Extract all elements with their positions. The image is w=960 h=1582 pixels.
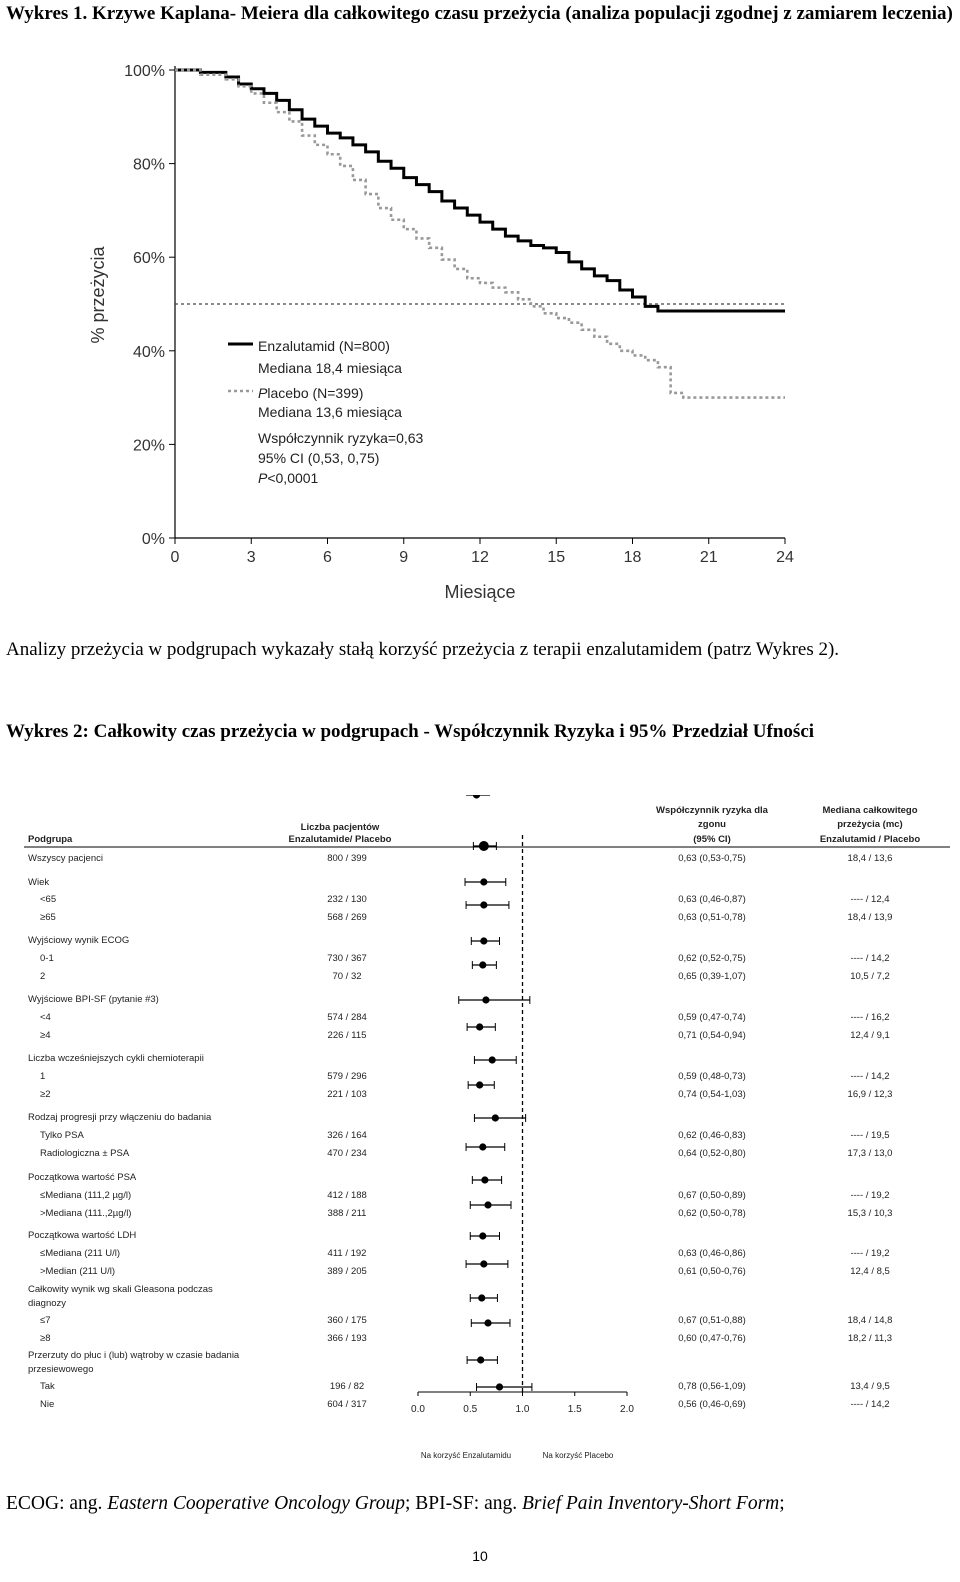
patient-count: 470 / 234 xyxy=(327,1148,367,1159)
km-y-tick-label: 80% xyxy=(132,156,165,174)
median-survival: 18,4 / 14,8 xyxy=(847,1315,893,1326)
km-y-tick-label: 100% xyxy=(124,63,165,80)
favors-enzalutamide-label: Na korzyść Enzalutamidu xyxy=(420,1451,512,1460)
subgroup-label: ≥4 xyxy=(40,1030,51,1041)
km-x-axis-label: Miesiące xyxy=(444,582,516,602)
page-number: 10 xyxy=(472,1548,488,1564)
subgroup-header-row xyxy=(28,877,49,888)
subgroup-row xyxy=(28,853,892,864)
patient-count: 221 / 103 xyxy=(327,1089,367,1100)
subgroup-label: 2 xyxy=(40,971,46,982)
median-survival: ---- / 14,2 xyxy=(850,1071,890,1082)
subgroup-label: Liczba wcześniejszych cykli chemioterapii xyxy=(28,1053,204,1064)
subgroup-label: Wszyscy pacjenci xyxy=(28,853,103,864)
forest-estimate xyxy=(466,1260,508,1268)
subgroup-label: Początkowa wartość LDH xyxy=(28,1230,137,1241)
subgroup-row xyxy=(40,1381,890,1392)
subgroup-header-row xyxy=(28,1112,212,1123)
hazard-ratio-point xyxy=(484,1319,491,1326)
header-patients-line2: Enzalutamide/ Placebo xyxy=(288,834,392,845)
median-survival: ---- / 19,5 xyxy=(850,1130,890,1141)
patient-count: 70 / 32 xyxy=(332,971,362,982)
subgroup-row xyxy=(40,1030,890,1041)
subgroup-header-row xyxy=(28,935,129,946)
forest-estimate xyxy=(472,1176,501,1184)
subgroup-header-row xyxy=(28,1364,93,1375)
subgroup-label: Początkowa wartość PSA xyxy=(28,1172,137,1183)
patient-count: 579 / 296 xyxy=(327,1071,367,1082)
forest-estimate xyxy=(474,1056,516,1064)
hazard-ratio-point xyxy=(480,901,487,908)
km-annotation: 95% CI (0,53, 0,75) xyxy=(258,450,380,466)
hazard-ratio-point xyxy=(476,1081,483,1088)
subgroup-label: Radiologiczna ± PSA xyxy=(40,1148,130,1159)
favors-placebo-label: Na korzyść Placebo xyxy=(542,1451,614,1460)
forest-estimate xyxy=(467,1023,495,1031)
median-survival: ---- / 16,2 xyxy=(850,1012,890,1023)
footnote-part1: ECOG: ang. xyxy=(6,1493,108,1514)
subgroup-header-row xyxy=(28,994,159,1005)
patient-count: 389 / 205 xyxy=(327,1266,367,1277)
footnote xyxy=(6,1492,956,1516)
hazard-ratio-point xyxy=(479,841,489,851)
figure1-title: Wykres 1. Krzywe Kaplana- Meiera dla całkowitego czasu przeżycia (analiza populacji zgodnej z zamiarem leczenia) xyxy=(6,3,953,24)
subgroup-row xyxy=(40,1130,890,1141)
km-x-tick-label: 0 xyxy=(170,549,180,566)
subgroup-row xyxy=(40,953,890,964)
subgroup-header-row xyxy=(28,1230,136,1241)
subgroup-row xyxy=(40,1333,892,1344)
header-subgroup: Podgrupa xyxy=(28,834,73,845)
km-y-tick-label: 40% xyxy=(132,343,165,361)
km-x-tick-label: 3 xyxy=(246,549,256,566)
hazard-ratio-point xyxy=(479,961,486,968)
subgroup-row xyxy=(40,1266,890,1277)
km-annotation: Mediana 13,6 miesiąca xyxy=(258,404,402,420)
hazard-ratio-ci: 0,78 (0,56-1,09) xyxy=(678,1381,746,1392)
subgroup-row xyxy=(40,1208,892,1219)
subgroup-row xyxy=(40,1248,890,1259)
body-paragraph: Analizy przeżycia w podgrupach wykazały stałą korzyść przeżycia z terapii enzalutamidem (patrz Wykres 2). xyxy=(6,639,840,660)
km-y-tick-label: 60% xyxy=(132,250,165,268)
km-x-tick-label: 12 xyxy=(471,549,489,566)
hazard-ratio-point xyxy=(479,1232,486,1239)
header-median-line2: przeżycia (mc) xyxy=(837,819,903,830)
km-x-tick-label: 18 xyxy=(623,549,642,566)
forest-estimate xyxy=(470,1232,499,1240)
km-x-tick-label: 15 xyxy=(547,549,566,566)
median-survival: ---- / 14,2 xyxy=(850,1399,890,1410)
median-survival: 15,3 / 10,3 xyxy=(847,1208,893,1219)
hazard-ratio-point xyxy=(489,1056,496,1063)
header-median-line1: Mediana całkowitego xyxy=(822,805,918,816)
subgroup-label: >Mediana (111.,2µg/l) xyxy=(40,1208,132,1219)
hazard-ratio-ci: 0,64 (0,52-0,80) xyxy=(678,1148,746,1159)
patient-count: 568 / 269 xyxy=(327,912,367,923)
subgroup-row xyxy=(40,1012,890,1023)
km-x-tick-label: 6 xyxy=(323,549,332,566)
header-hr-line2: zgonu xyxy=(698,819,726,830)
subgroup-label: ≥65 xyxy=(40,912,56,923)
forest-estimate xyxy=(471,937,499,945)
subgroup-label: 1 xyxy=(40,1071,46,1082)
km-y-tick-label: 0% xyxy=(141,531,165,548)
patient-count: 574 / 284 xyxy=(327,1012,367,1023)
forest-plot xyxy=(0,795,960,1475)
km-x-tick-label: 21 xyxy=(699,549,718,566)
km-annotation: Placebo (N=399) xyxy=(258,385,364,401)
hazard-ratio-ci: 0,71 (0,54-0,94) xyxy=(678,1030,746,1041)
forest-estimate xyxy=(474,1114,525,1122)
subgroup-label: ≤7 xyxy=(40,1315,51,1326)
median-survival: 12,4 / 9,1 xyxy=(850,1030,890,1041)
subgroup-row xyxy=(40,912,892,923)
figure2-title: Wykres 2: Całkowity czas przeżycia w podgrupach - Współczynnik Ryzyka i 95% Przedział Ufności xyxy=(6,721,815,742)
forest-estimate xyxy=(459,996,530,1004)
subgroup-label: Rodzaj progresji przy włączeniu do badania xyxy=(28,1112,212,1123)
hazard-ratio-ci: 0,63 (0,46-0,87) xyxy=(678,894,746,905)
patient-count: 800 / 399 xyxy=(327,853,367,864)
hazard-ratio-point xyxy=(496,1383,503,1390)
forest-rows xyxy=(28,853,892,1410)
hazard-ratio-ci: 0,67 (0,51-0,88) xyxy=(678,1315,746,1326)
km-y-axis-label: % przeżycia xyxy=(88,246,108,344)
header-hr-line1: Współczynnik ryzyka dla xyxy=(656,805,768,816)
footnote-part3: ; BPI-SF: ang. xyxy=(404,1493,523,1514)
median-survival: 16,9 / 12,3 xyxy=(847,1089,893,1100)
subgroup-header-row xyxy=(28,1350,240,1361)
km-annotation: Enzalutamid (N=800) xyxy=(258,338,390,354)
patient-count: 412 / 188 xyxy=(327,1190,367,1201)
forest-estimate xyxy=(470,1294,497,1302)
subgroup-label: diagnozy xyxy=(28,1298,67,1309)
subgroup-header-row xyxy=(28,1298,66,1309)
header-median-line3: Enzalutamid / Placebo xyxy=(819,834,921,845)
hazard-ratio-point xyxy=(482,996,489,1003)
forest-estimate xyxy=(466,1143,505,1151)
subgroup-header-row xyxy=(28,1172,137,1183)
forest-estimate xyxy=(477,1383,532,1391)
forest-marks xyxy=(459,795,532,1391)
subgroup-header-row xyxy=(28,1053,204,1064)
header-hr-line3: (95% CI) xyxy=(693,834,731,845)
median-survival: 18,4 / 13,6 xyxy=(847,853,893,864)
km-annotation: P<0,0001 xyxy=(258,470,319,486)
km-chart xyxy=(0,50,960,610)
km-x-tick-label: 24 xyxy=(776,549,794,566)
hazard-ratio-ci: 0,56 (0,46-0,69) xyxy=(678,1399,746,1410)
subgroup-label: ≤Mediana (111,2 µg/l) xyxy=(40,1190,132,1201)
median-survival: 18,2 / 11,3 xyxy=(847,1333,893,1344)
patient-count: 411 / 192 xyxy=(327,1248,367,1259)
subgroup-label: Wyjściowy wynik ECOG xyxy=(28,935,130,946)
hazard-ratio-ci: 0,63 (0,46-0,86) xyxy=(678,1248,746,1259)
subgroup-label: ≥2 xyxy=(40,1089,51,1100)
subgroup-label: >Median (211 U/l) xyxy=(40,1266,116,1277)
subgroup-label: Tylko PSA xyxy=(40,1130,84,1141)
forest-estimate xyxy=(472,961,496,969)
patient-count: 730 / 367 xyxy=(327,953,367,964)
forest-estimate xyxy=(468,1081,494,1089)
median-survival: 17,3 / 13,0 xyxy=(847,1148,893,1159)
forest-estimate xyxy=(473,841,496,851)
forest-x-tick-label: 2.0 xyxy=(620,1404,634,1415)
patient-count: 196 / 82 xyxy=(329,1381,365,1392)
subgroup-label: Całkowity wynik wg skali Gleasona podczas xyxy=(28,1284,213,1295)
subgroup-row xyxy=(40,971,890,982)
forest-axis xyxy=(411,835,634,1415)
subgroup-label: <4 xyxy=(40,1012,51,1023)
footnote-part2: Eastern Cooperative Oncology Group xyxy=(107,1493,405,1514)
subgroup-label: Nie xyxy=(40,1399,55,1410)
median-survival: 12,4 / 8,5 xyxy=(850,1266,890,1277)
forest-x-tick-label: 0.5 xyxy=(463,1404,478,1415)
forest-estimate xyxy=(470,1201,511,1209)
forest-estimate xyxy=(471,1319,510,1327)
hazard-ratio-point xyxy=(477,1356,484,1363)
hazard-ratio-point xyxy=(478,1294,485,1301)
median-survival: ---- / 14,2 xyxy=(850,953,890,964)
hazard-ratio-ci: 0,74 (0,54-1,03) xyxy=(678,1089,746,1100)
subgroup-label: przesiewowego xyxy=(28,1364,94,1375)
subgroup-label: 0-1 xyxy=(40,953,54,964)
forest-x-tick-label: 1.0 xyxy=(515,1404,530,1415)
hazard-ratio-ci: 0,65 (0,39-1,07) xyxy=(678,971,746,982)
km-x-tick-label: 9 xyxy=(399,549,409,566)
median-survival: ---- / 19,2 xyxy=(850,1190,890,1201)
subgroup-label: Wiek xyxy=(28,877,50,888)
hazard-ratio-point xyxy=(484,1201,491,1208)
header-patients-line1: Liczba pacjentów xyxy=(300,822,380,833)
forest-estimate xyxy=(466,795,490,799)
patient-count: 388 / 211 xyxy=(327,1208,367,1219)
median-survival: ---- / 12,4 xyxy=(850,894,890,905)
patient-count: 604 / 317 xyxy=(327,1399,367,1410)
patient-count: 232 / 130 xyxy=(327,894,367,905)
km-annotation: Mediana 18,4 miesiąca xyxy=(258,360,402,376)
subgroup-header-row xyxy=(28,1284,213,1295)
patient-count: 366 / 193 xyxy=(327,1333,367,1344)
hazard-ratio-ci: 0,59 (0,47-0,74) xyxy=(678,1012,746,1023)
median-survival: 18,4 / 13,9 xyxy=(847,912,893,923)
subgroup-label: ≥8 xyxy=(40,1333,51,1344)
patient-count: 326 / 164 xyxy=(327,1130,367,1141)
hazard-ratio-ci: 0,60 (0,47-0,76) xyxy=(678,1333,746,1344)
median-survival: ---- / 19,2 xyxy=(850,1248,890,1259)
hazard-ratio-ci: 0,62 (0,50-0,78) xyxy=(678,1208,746,1219)
hazard-ratio-ci: 0,67 (0,50-0,89) xyxy=(678,1190,746,1201)
patient-count: 226 / 115 xyxy=(327,1030,367,1041)
footnote-part5: ; xyxy=(779,1493,785,1514)
hazard-ratio-ci: 0,59 (0,48-0,73) xyxy=(678,1071,746,1082)
footnote-part4: Brief Pain Inventory-Short Form xyxy=(522,1493,780,1514)
forest-x-tick-label: 1.5 xyxy=(567,1404,582,1415)
subgroup-row xyxy=(40,1315,892,1326)
hazard-ratio-ci: 0,62 (0,52-0,75) xyxy=(678,953,746,964)
forest-estimate xyxy=(466,901,509,909)
median-survival: 13,4 / 9,5 xyxy=(850,1381,890,1392)
hazard-ratio-point xyxy=(479,1143,486,1150)
km-annotations xyxy=(228,338,424,486)
hazard-ratio-point xyxy=(480,937,487,944)
km-curve-enzalutamid xyxy=(175,70,785,311)
subgroup-row xyxy=(40,1190,890,1201)
hazard-ratio-ci: 0,63 (0,53-0,75) xyxy=(678,853,746,864)
subgroup-label: Wyjściowe BPI-SF (pytanie #3) xyxy=(28,994,159,1005)
hazard-ratio-point xyxy=(473,795,480,799)
subgroup-label: Przerzuty do płuc i (lub) wątroby w czasie badania xyxy=(28,1350,240,1361)
forest-x-tick-label: 0.0 xyxy=(411,1404,425,1415)
hazard-ratio-ci: 0,63 (0,51-0,78) xyxy=(678,912,746,923)
subgroup-row xyxy=(40,894,890,905)
forest-headers xyxy=(28,805,920,845)
km-annotation: Współczynnik ryzyka=0,63 xyxy=(258,430,424,446)
subgroup-label: ≤Mediana (211 U/l) xyxy=(40,1248,121,1259)
hazard-ratio-ci: 0,62 (0,46-0,83) xyxy=(678,1130,746,1141)
km-y-tick-label: 20% xyxy=(132,437,165,455)
hazard-ratio-point xyxy=(480,1260,487,1267)
subgroup-row xyxy=(40,1071,890,1082)
hazard-ratio-point xyxy=(476,1023,483,1030)
subgroup-label: Tak xyxy=(40,1381,55,1392)
hazard-ratio-point xyxy=(480,878,487,885)
hazard-ratio-point xyxy=(492,1114,499,1121)
forest-estimate xyxy=(467,1356,497,1364)
hazard-ratio-ci: 0,61 (0,50-0,76) xyxy=(678,1266,746,1277)
subgroup-label: <65 xyxy=(40,894,57,905)
forest-estimate xyxy=(465,878,506,886)
hazard-ratio-point xyxy=(481,1176,488,1183)
patient-count: 360 / 175 xyxy=(327,1315,367,1326)
subgroup-row xyxy=(40,1089,892,1100)
median-survival: 10,5 / 7,2 xyxy=(850,971,890,982)
km-axes xyxy=(88,63,794,602)
